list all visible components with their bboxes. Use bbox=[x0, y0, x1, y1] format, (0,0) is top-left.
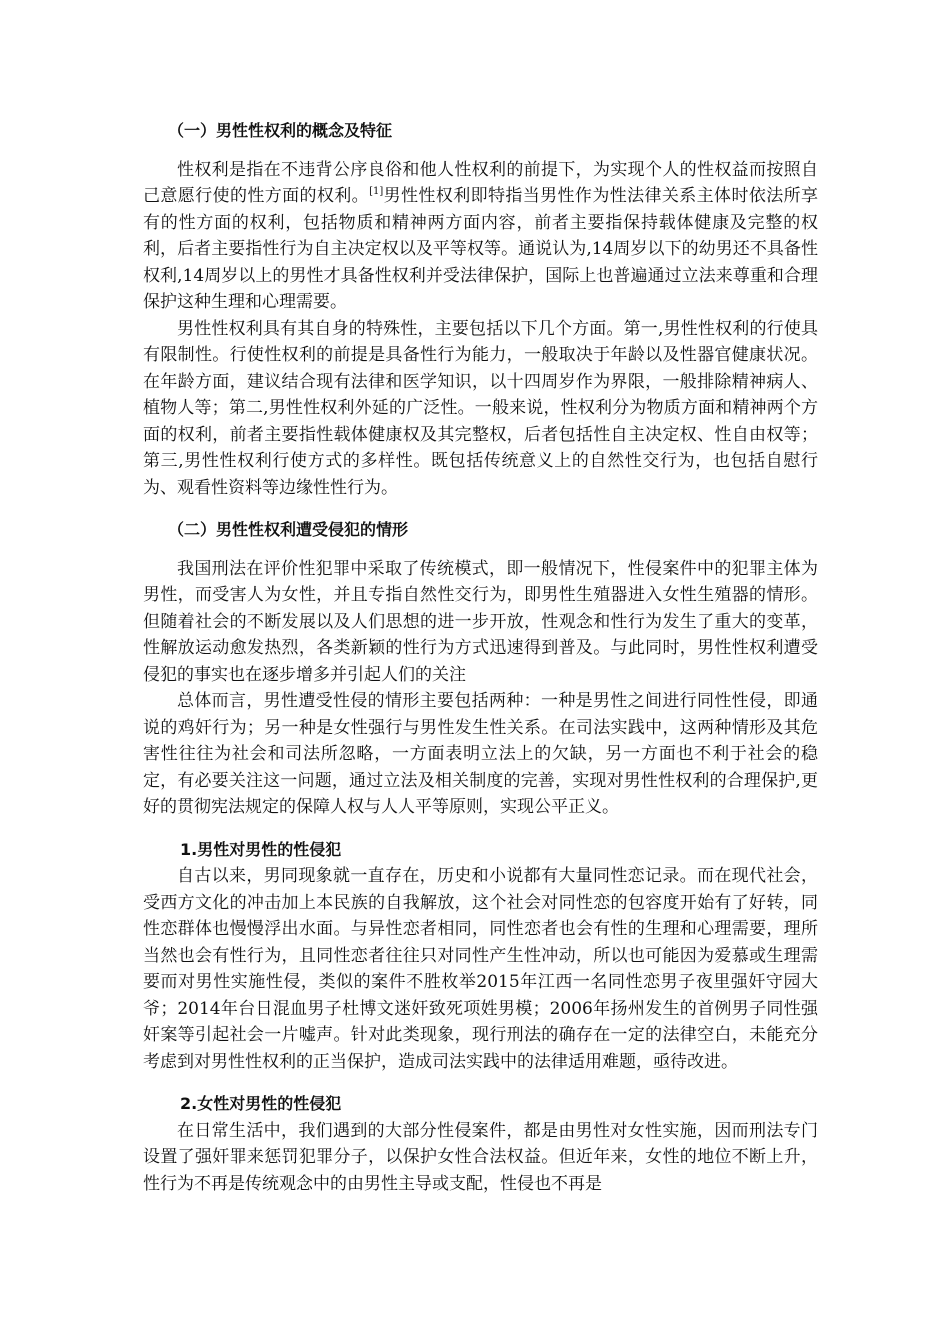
paragraph-traditional-model: 我国刑法在评价性犯罪中采取了传统模式，即一般情况下，性侵案件中的犯罪主体为男性，而受害人为女性，并且专指自然性交行为，即男性生殖器进入女性生殖器的情形。但随着社会的不断发展以及人们思想的进一步开放，性观念和性行为发生了重大的变革，性解放运动愈发热烈，各类新颖的性行为方式迅速得到普及。与此同时，男性性权利遭受侵犯的事实也在逐步增多并引起人们的关注 bbox=[143, 558, 818, 685]
paragraph-male-on-male: 自古以来，男同现象就一直存在，历史和小说都有大量同性恋记录。而在现代社会，受西方文化的冲击加上本民族的自我解放，这个社会对同性恋的包容度开始有了好转，同性恋群体也慢慢浮出水面。与异性恋者相同，同性恋者也会有性的生理和心理需要，理所当然也会有性行为，且同性恋者往往只对同性产生性冲动，所以也可能因为爱慕或生理需要而对男性实施性侵，类似的案件不胜枚举2015年江西一名同性恋男子夜里强奸守园大爷；2014年台日混血男子杜博文迷奸致死项姓男模；2006年扬州发生的首例男子同性强奸案等引起社会一片嘘声。针对此类现象，现行刑法的确存在一定的法律空白，未能充分考虑到对男性性权利的正当保护，造成司法实践中的法律适用难题，亟待改进。 bbox=[143, 866, 818, 1072]
paragraph-definition-text-b: 男性性权利即特指当男性作为性法律关系主体时依法所享有的性方面的权利，包括物质和精神两方面内容，前者主要指保持载体健康及完整的权利，后者主要指性行为自主决定权以及平等权等。通说认为,14周岁以下的幼男还不具备性权利,14周岁以上的男性才具备性权利并受法律保护，国际上也普遍通过立法来尊重和合理保护这种生理和心理需要。 bbox=[143, 186, 819, 312]
paragraph-definition bbox=[143, 157, 818, 316]
citation-ref: [1] bbox=[369, 186, 384, 197]
paragraph-characteristics: 男性性权利具有其自身的特殊性，主要包括以下几个方面。第一,男性性权利的行使具有限制性。行使性权利的前提是具备性行为能力，一般取决于年龄以及性器官健康状况。在年龄方面，建议结合现有法律和医学知识，以十四周岁作为界限，一般排除精神病人、植物人等；第二,男性性权利外延的广泛性。一般来说，性权利分为物质方面和精神两个方面的权利，前者主要指性载体健康权及其完整权，后者包括性自主决定权、性自由权等；第三,男性性权利行使方式的多样性。既包括传统意义上的自然性交行为，也包括自慰行为、观看性资料等边缘性性行为。 bbox=[143, 318, 818, 498]
subsection-heading-female-on-male: 2.女性对男性的性侵犯 bbox=[180, 1094, 342, 1113]
document-page bbox=[143, 118, 818, 1197]
paragraph-definition-text-a: 性权利是指在不违背公序良俗和他人性权利的前提下，为实现个人的性权益而按照自己意愿行使的性方面的权利。 bbox=[143, 159, 818, 206]
section-heading-infringement: （二）男性性权利遭受侵犯的情形 bbox=[168, 520, 409, 539]
paragraph-female-on-male: 在日常生活中，我们遇到的大部分性侵案件，都是由男性对女性实施，因而刑法专门设置了强奸罪来惩罚犯罪分子，以保护女性合法权益。但近年来，女性的地位不断上升，性行为不再是传统观念中的由男性主导或支配，性侵也不再是 bbox=[143, 1120, 818, 1194]
subsection-heading-male-on-male: 1.男性对男性的性侵犯 bbox=[180, 839, 342, 859]
paragraph-two-situations: 总体而言，男性遭受性侵的情形主要包括两种：一种是男性之间进行同性性侵，即通说的鸡奸行为；另一种是女性强行与男性发生性关系。在司法实践中，这两种情形及其危害性往往为社会和司法所忽略，一方面表明立法上的欠缺，另一方面也不利于社会的稳定，有必要关注这一问题，通过立法及相关制度的完善，实现对男性性权利的合理保护,更好的贯彻宪法规定的保障人权与人人平等原则，实现公平正义。 bbox=[143, 691, 818, 817]
section-heading-concept: （一）男性性权利的概念及特征 bbox=[168, 121, 393, 140]
